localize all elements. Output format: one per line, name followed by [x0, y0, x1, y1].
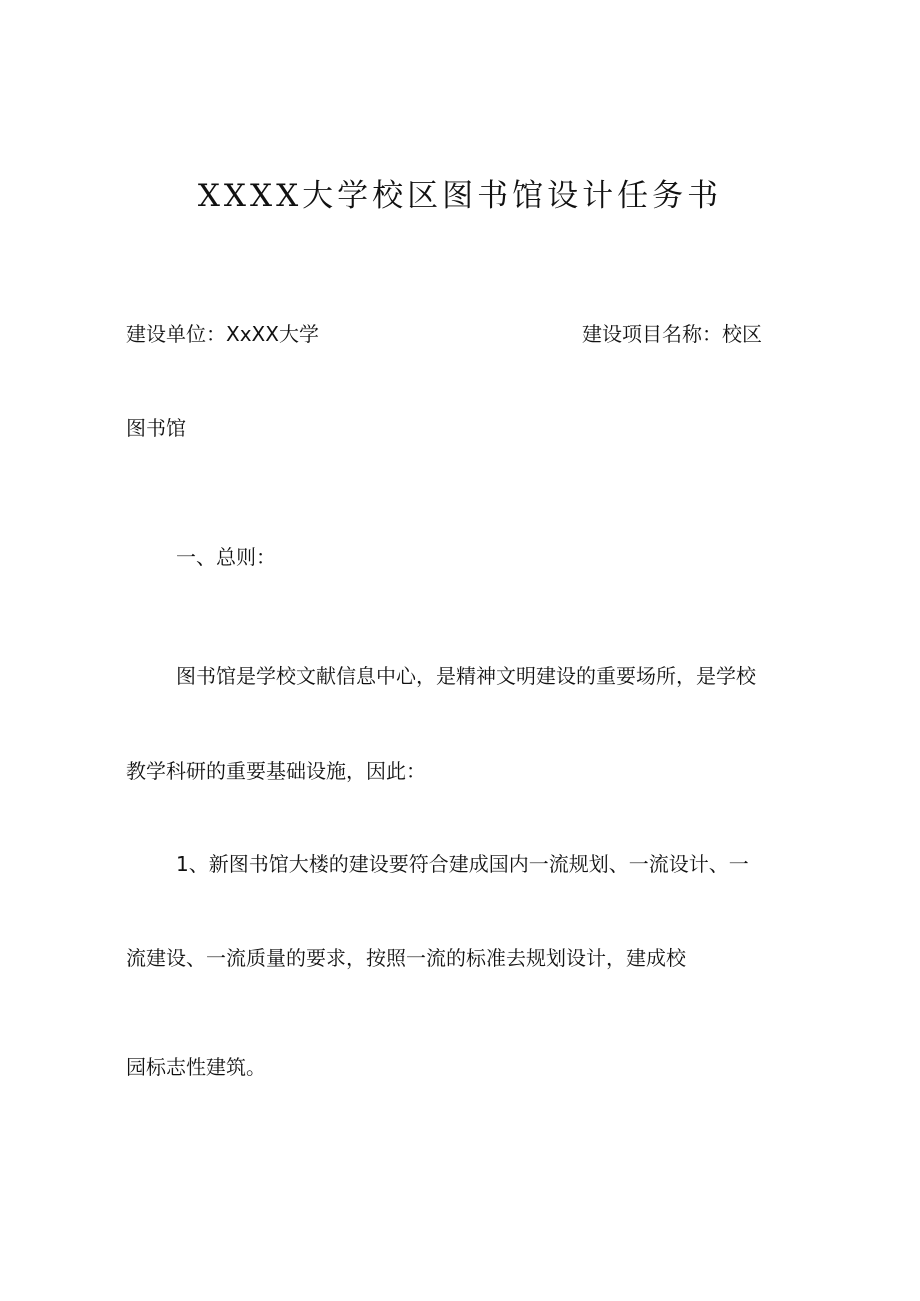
paragraph-line: 流建设、一流质量的要求，按照一流的标准去规划设计，建成校: [126, 946, 686, 970]
paragraph-line: 1、新图书馆大楼的建设要符合建成国内一流规划、一流设计、一: [176, 852, 749, 876]
construction-unit: 建设单位：XxXX大学: [126, 322, 319, 346]
paragraph-line: 教学科研的重要基础设施，因此：: [126, 759, 426, 783]
section-heading-general: 一、总则：: [176, 545, 276, 569]
project-name: 建设项目名称：校区: [582, 322, 762, 346]
document-title: XXXX大学校区图书馆设计任务书: [197, 178, 723, 214]
paragraph-line: 图书馆是学校文献信息中心，是精神文明建设的重要场所，是学校: [176, 664, 756, 688]
project-name-continuation: 图书馆: [126, 416, 186, 440]
paragraph-line: 园标志性建筑。: [126, 1055, 266, 1079]
